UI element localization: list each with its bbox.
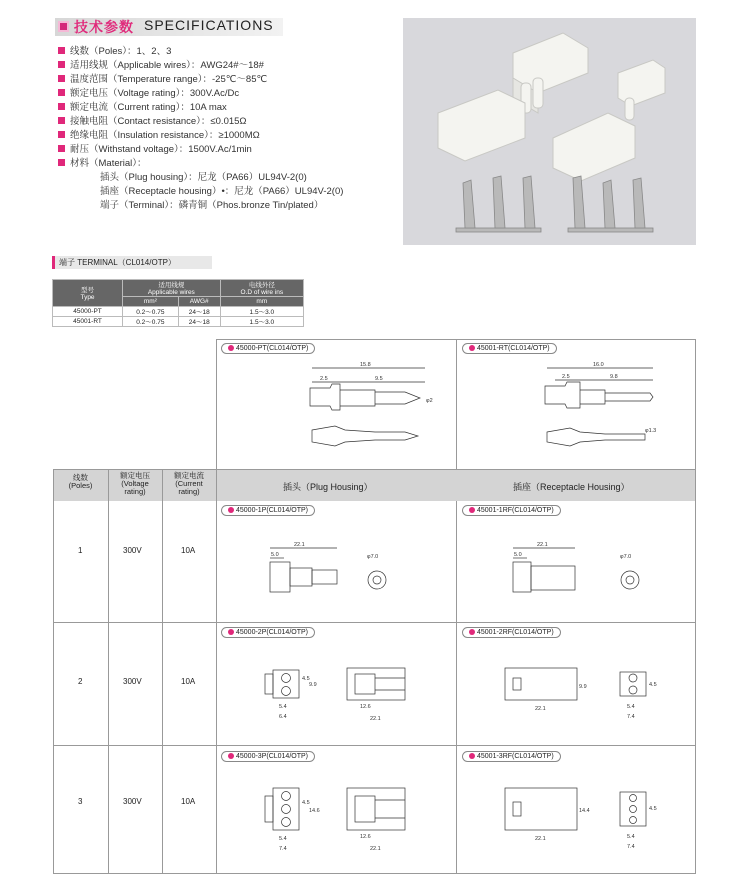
th-od: 电线外径 O.D of wire ins [220,280,303,297]
spec-item: 耐压（Withstand voltage）：1500V.Ac/1min [58,141,252,155]
table-row [53,317,304,327]
bullet-icon [58,159,65,166]
dim-text: 14.6 [309,808,320,814]
cell-mm2: 0.2～0.75 [123,307,179,317]
dim-text: φ7.0 [620,554,632,560]
row1-voltage: 300V [123,546,142,555]
label-45000-2p: 45000-2P(CL014/OTP) [221,627,315,638]
spec-item: 额定电压（Voltage rating）：300V.Ac/Dc [58,85,239,99]
row3-voltage: 300V [123,797,142,806]
dot-icon [469,629,475,635]
row2-poles: 2 [78,677,83,686]
dim-text: 9.8 [610,374,618,380]
label-45000-pt: 45000-PT(CL014/OTP) [221,343,315,354]
divider [216,469,217,874]
bullet-icon [58,103,65,110]
th-wires: 适用线规 Applicable wires [123,280,221,297]
receptacle-title: 插座（Receptacle Housing） [513,482,630,492]
divider [162,469,163,874]
dim-text: 4.5 [649,806,657,812]
dot-icon [228,345,234,351]
label-45001-1rf: 45001-1RF(CL014/OTP) [462,505,561,516]
dim-text: φ2 [426,398,433,404]
product-photo [403,18,696,245]
dim-text: 5.4 [627,704,635,710]
th-poles: 线数 (Poles) [68,473,93,490]
material-item: 端子（Terminal）：磷青铜（Phos.bronze Tin/plated） [100,200,324,211]
dot-icon [228,507,234,513]
dim-text: 15.8 [360,362,371,368]
dim-text: 7.4 [627,714,635,720]
dim-text: 9.9 [309,682,317,688]
divider [53,745,696,746]
th-awg: AWG# [178,297,220,307]
dot-icon [228,753,234,759]
row3-poles: 3 [78,797,83,806]
label-45001-2rf: 45001-2RF(CL014/OTP) [462,627,561,638]
bullet-icon [58,75,65,82]
bullet-icon [58,61,65,68]
label-45001-rt: 45001-RT(CL014/OTP) [462,343,557,354]
drawing-45001-1rf [505,540,655,610]
title-en: SPECIFICATIONS [144,17,274,33]
drawing-45001-rt [535,360,675,460]
dim-text: 22.1 [535,706,546,712]
dim-text: 6.4 [279,714,287,720]
spec-item: 接触电阻（Contact resistance）：≤0.015Ω [58,113,247,127]
dim-text: 22.1 [370,846,381,852]
dim-text: 22.1 [370,716,381,722]
dim-text: 7.4 [279,846,287,852]
material-item: 插头（Plug housing）：尼龙（PA66）UL94V-2(0) [100,172,307,183]
dim-text: 4.5 [302,800,310,806]
dim-text: 22.1 [535,836,546,842]
row1-poles: 1 [78,546,83,555]
cell-type: 45001-RT [53,317,123,327]
label-45000-3p: 45000-3P(CL014/OTP) [221,751,315,762]
dim-text: 2.5 [562,374,570,380]
dim-text: 4.5 [302,676,310,682]
spec-item: 温度范围（Temperature range）：-25℃～85℃ [58,71,267,85]
dim-text: 16.0 [593,362,604,368]
th-type: 型号 Type [53,280,123,307]
label-45000-1p: 45000-1P(CL014/OTP) [221,505,315,516]
dim-text: 9.5 [375,376,383,382]
dim-text: 5.0 [514,552,522,558]
dim-text: 5.0 [271,552,279,558]
dim-text: 7.4 [627,844,635,850]
dim-text: φ1.3 [645,428,657,434]
spec-item: 额定电流（Current rating）：10A max [58,99,227,113]
drawing-45000-2p [255,660,455,745]
row1-current: 10A [181,546,196,555]
cell-od: 1.5～3.0 [220,307,303,317]
dim-text: 5.4 [627,834,635,840]
dim-text: 9.9 [579,684,587,690]
row2-voltage: 300V [123,677,142,686]
drawing-45000-3p [255,780,455,870]
cell-od: 1.5～3.0 [220,317,303,327]
bullet-icon [58,145,65,152]
table-row [53,307,304,317]
drawing-45000-1p [262,540,402,610]
header-square-icon [58,21,69,32]
cell-awg: 24～18 [178,307,220,317]
dim-text: 5.4 [279,836,287,842]
dot-icon [469,507,475,513]
dim-text: φ7.0 [367,554,379,560]
divider [108,469,109,874]
connector-photo-illustration [403,18,696,245]
title-cn: 技术参数 [74,19,134,35]
th-mm: mm [220,297,303,307]
label-45001-3rf: 45001-3RF(CL014/OTP) [462,751,561,762]
row2-current: 10A [181,677,196,686]
drawing-45000-pt [300,360,440,460]
bullet-icon [58,47,65,54]
dim-text: 12.6 [360,834,371,840]
spec-item: 适用线规（Applicable wires）：AWG24#～18# [58,57,264,71]
material-item: 插座（Receptacle housing）•：尼龙（PA66）UL94V-2(0) [100,186,344,197]
dim-text: 5.4 [279,704,287,710]
bullet-icon [58,117,65,124]
bullet-icon [58,89,65,96]
dot-icon [469,345,475,351]
terminal-label: 端子 TERMINAL（CL014/OTP） [52,256,212,269]
cell-mm2: 0.2～0.75 [123,317,179,327]
divider [53,622,696,623]
cell-type: 45000-PT [53,307,123,317]
th-mm2: mm² [123,297,179,307]
th-voltage: 额定电压 (Voltage rating) [120,471,150,496]
dim-text: 12.6 [360,704,371,710]
spec-item: 材料（Material）： [58,155,147,169]
plug-title: 插头（Plug Housing） [283,482,373,492]
dim-text: 4.5 [649,682,657,688]
dim-text: 14.4 [579,808,590,814]
drawing-45001-3rf [495,780,675,870]
dim-text: 22.1 [537,542,548,548]
spec-item: 绝缘电阻（Insulation resistance）：≥1000MΩ [58,127,260,141]
drawing-45001-2rf [495,660,675,745]
dim-text: 2.5 [320,376,328,382]
bullet-icon [58,131,65,138]
dot-icon [469,753,475,759]
spec-item: 线数（Poles）：1、2、3 [58,43,171,57]
cell-awg: 24～18 [178,317,220,327]
terminal-table [52,279,304,327]
dim-text: 22.1 [294,542,305,548]
dot-icon [228,629,234,635]
row3-current: 10A [181,797,196,806]
th-current: 额定电流 (Current rating) [174,471,204,496]
